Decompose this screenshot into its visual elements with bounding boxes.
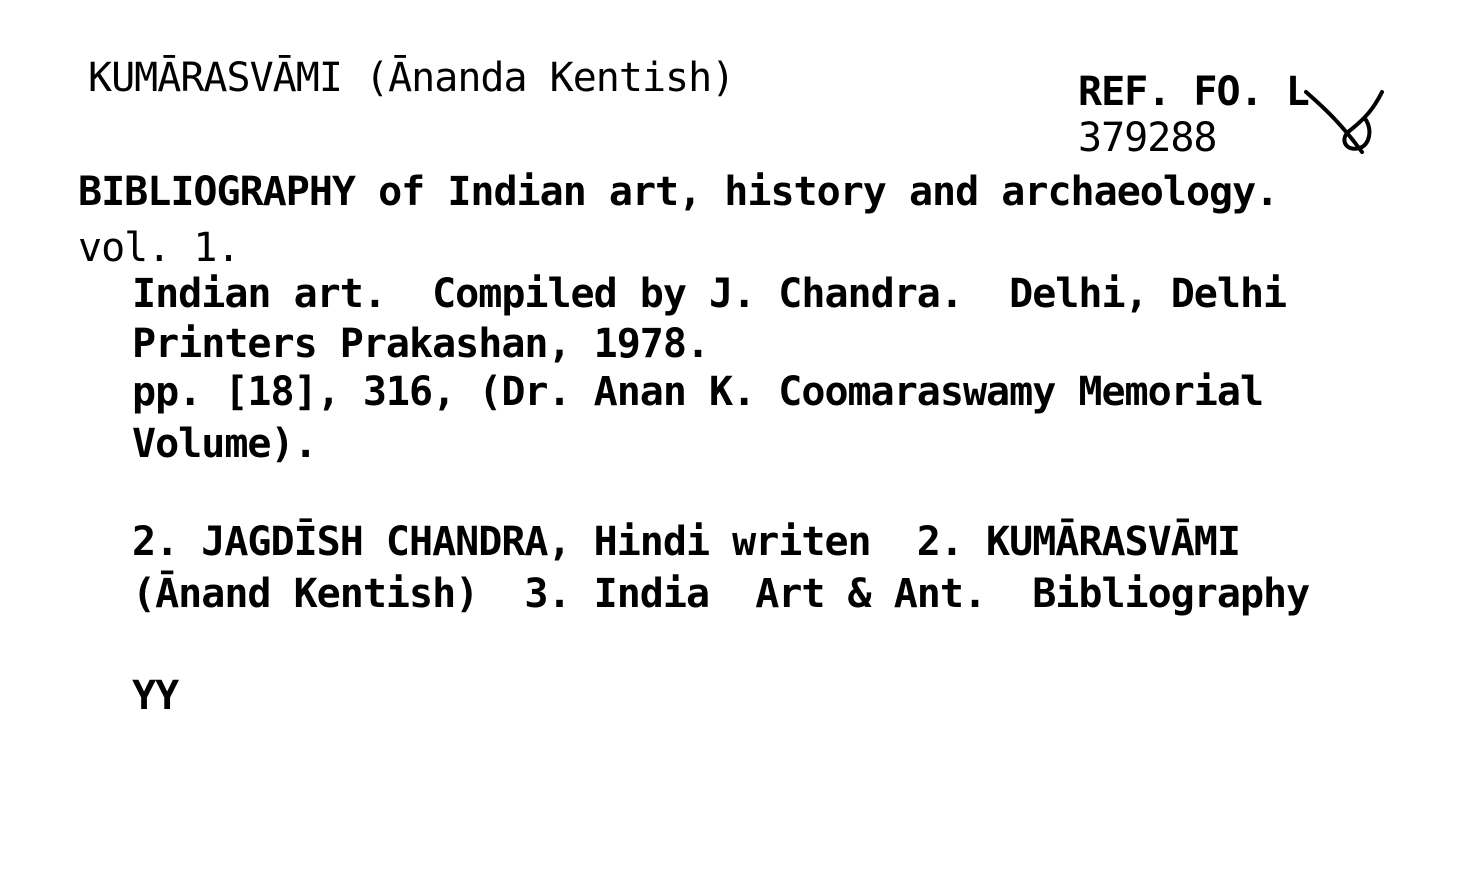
tracings-line: 2. JAGDĪSH CHANDRA, Hindi writen 2. KUMĀRASVĀMI <box>132 519 1240 565</box>
publisher-line: Printers Prakashan, 1978. <box>132 321 710 367</box>
imprint-line: Indian art. Compiled by J. Chandra. Delhi, Delhi <box>132 271 1287 317</box>
tracings-line: (Ānand Kentish) 3. India Art & Ant. Bibliography <box>132 571 1310 617</box>
card-code: YY <box>132 673 179 719</box>
volume-line: vol. 1. <box>78 225 240 271</box>
collation-line: pp. [18], 316, (Dr. Anan K. Coomaraswamy Memorial <box>132 369 1264 415</box>
handwritten-x-mark <box>1300 70 1390 160</box>
title-line: BIBLIOGRAPHY of Indian art, history and archaeology. <box>78 169 1279 215</box>
author-heading: KUMĀRASVĀMI (Ānanda Kentish) <box>88 55 735 101</box>
reference-number: 379288 <box>1078 115 1217 161</box>
series-line: Volume). <box>132 421 317 467</box>
reference-label: REF. FO. L <box>1078 69 1309 115</box>
